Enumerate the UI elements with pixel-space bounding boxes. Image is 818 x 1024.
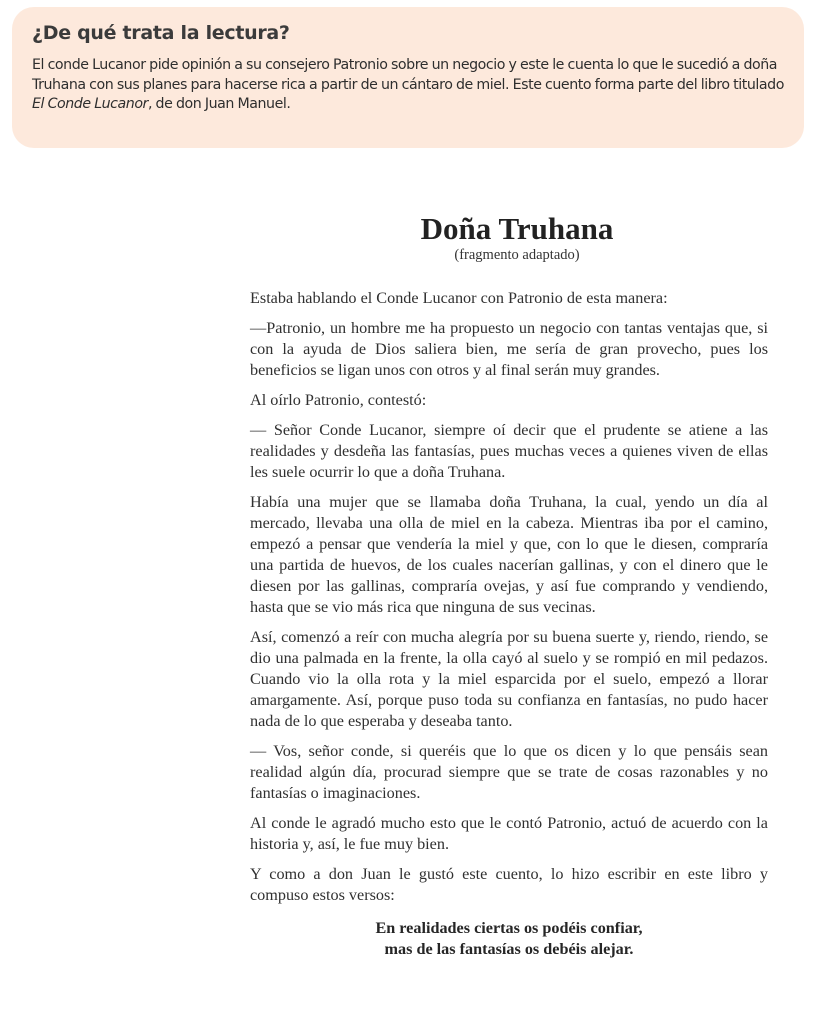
story-paragraph: —Patronio, un hombre me ha propuesto un negocio con tantas ventajas que, si con la ayuda de Dios saliera bien, me sería de gran provecho, pues los beneficios se ligan unos con otros y al final serán muy grandes.	[250, 319, 768, 379]
reading-summary-box	[12, 7, 804, 148]
verse-line: En realidades ciertas os podéis confiar,	[375, 919, 643, 937]
story-paragraph: Al oírlo Patronio, contestó:	[250, 391, 427, 409]
story-title: Doña Truhana	[420, 211, 614, 246]
summary-title: ¿De qué trata la lectura?	[32, 22, 290, 44]
story-subtitle: (fragmento adaptado)	[454, 247, 580, 263]
summary-text	[32, 56, 784, 115]
verse-line: mas de las fantasías os debéis alejar.	[384, 940, 634, 958]
book-title: El Conde Lucanor	[32, 96, 148, 112]
story-article	[250, 212, 768, 960]
story-paragraph: — Vos, señor conde, si queréis que lo que os dicen y lo que pensáis sean realidad algún día, procurad siempre que se trate de cosas razonables y no fantasías o imaginaciones.	[250, 742, 768, 802]
summary-text-main: El conde Lucanor pide opinión a su consejero Patronio sobre un negocio y este le cuenta lo que le sucedió a doña Truhana con sus planes para hacerse rica a partir de un cántaro de miel. Este cuento forma parte del libro titulado	[32, 57, 784, 93]
story-paragraph: Había una mujer que se llamaba doña Truhana, la cual, yendo un día al mercado, llevaba una olla de miel en la cabeza. Mientras iba por el camino, empezó a pensar que vendería la miel y que, con lo que le diesen, compraría una partida de huevos, de los cuales nacerían gallinas, y con el dinero que le diesen por las gallinas, compraría ovejas, y así fue comprando y vendiendo, hasta que se vio más rica que ninguna de sus vecinas.	[250, 493, 768, 616]
story-paragraph: Y como a don Juan le gustó este cuento, lo hizo escribir en este libro y compuso estos versos:	[250, 865, 768, 904]
summary-text-end: , de don Juan Manuel.	[147, 96, 291, 112]
story-paragraph: — Señor Conde Lucanor, siempre oí decir que el prudente se atiene a las realidades y desdeña las fantasías, pues muchas veces a quienes viven de ellas les suele ocurrir lo que a doña Truhana.	[250, 421, 768, 481]
moral-verses	[250, 918, 768, 960]
story-paragraph: Al conde le agradó mucho esto que le contó Patronio, actuó de acuerdo con la historia y, así, le fue muy bien.	[250, 814, 768, 853]
story-paragraph: Estaba hablando el Conde Lucanor con Patronio de esta manera:	[250, 289, 668, 307]
story-paragraph: Así, comenzó a reír con mucha alegría por su buena suerte y, riendo, riendo, se dio una palmada en la frente, la olla cayó al suelo y se rompió en mil pedazos. Cuando vio la olla rota y la miel esparcida por el suelo, empezó a llorar amargamente. Así, porque puso toda su confianza en fantasías, no pudo hacer nada de lo que esperaba y deseaba tanto.	[250, 628, 768, 730]
